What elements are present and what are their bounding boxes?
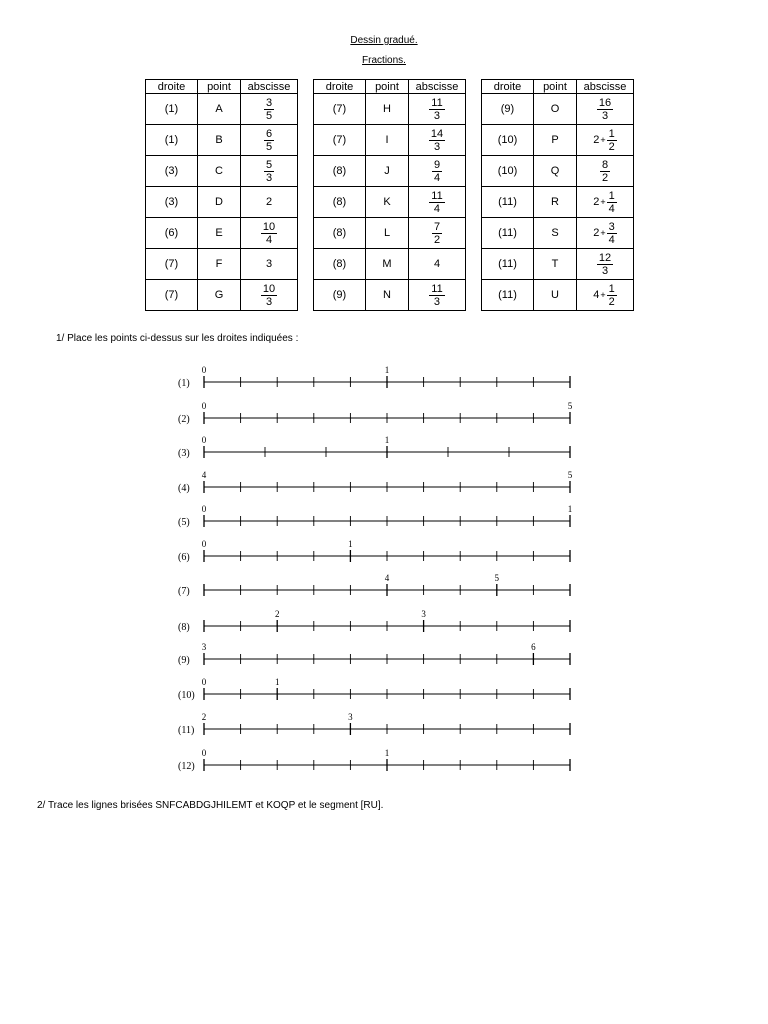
abscisse-cell <box>577 94 634 125</box>
point-cell: B <box>198 125 241 156</box>
table-row <box>314 280 466 311</box>
droite-cell: (7) <box>146 249 198 280</box>
mixed-number <box>593 190 617 215</box>
tick-label: 0 <box>201 677 207 687</box>
droite-cell: (11) <box>482 249 534 280</box>
number-line <box>178 539 570 563</box>
droite-cell: (7) <box>314 94 366 125</box>
tick-label: 1 <box>384 435 390 445</box>
point-cell: S <box>534 218 577 249</box>
fraction <box>264 97 274 122</box>
line-label: (7) <box>178 586 190 597</box>
fraction-table-3 <box>481 79 634 311</box>
table-row <box>482 156 634 187</box>
number-line <box>178 435 570 459</box>
mixed-number <box>593 128 617 153</box>
numerator: 1 <box>608 189 615 202</box>
numerator: 11 <box>431 282 443 295</box>
denominator: 3 <box>433 140 441 153</box>
point-cell: I <box>366 125 409 156</box>
tick-label: 1 <box>384 365 390 375</box>
table-row <box>482 94 634 125</box>
droite-cell: (8) <box>314 187 366 218</box>
number-line <box>178 642 570 666</box>
column-header: droite <box>314 80 366 94</box>
whole-part: 2 <box>593 134 600 146</box>
line-label: (8) <box>178 622 190 633</box>
tick-label: 0 <box>201 401 207 411</box>
table-header-row <box>482 80 634 94</box>
tick-label: 0 <box>201 365 207 375</box>
table-row <box>314 125 466 156</box>
numerator: 14 <box>430 127 444 140</box>
numerator: 1 <box>608 127 615 140</box>
denominator: 4 <box>433 171 441 184</box>
numerator: 10 <box>262 282 276 295</box>
point-cell: M <box>366 249 409 280</box>
point-cell: O <box>534 94 577 125</box>
tick-label: 3 <box>421 609 426 619</box>
fraction-table-2 <box>313 79 466 311</box>
numerator: 3 <box>608 220 615 233</box>
instruction-1: 1/ Place les points ci-dessus sur les droites indiquées : <box>56 333 299 344</box>
droite-cell: (11) <box>482 280 534 311</box>
page-title: Dessin gradué. <box>350 35 418 46</box>
number-lines <box>0 360 768 780</box>
tick-label: 0 <box>201 504 207 514</box>
tick-label: 1 <box>274 677 280 687</box>
point-cell: D <box>198 187 241 218</box>
point-cell: C <box>198 156 241 187</box>
numerator: 16 <box>598 96 612 109</box>
denominator: 3 <box>433 109 441 122</box>
point-cell: U <box>534 280 577 311</box>
tick-label: 1 <box>348 539 353 549</box>
denominator: 3 <box>265 171 273 184</box>
fraction <box>607 190 617 215</box>
numerator: 8 <box>601 158 609 171</box>
abscisse-cell <box>409 249 466 280</box>
fraction <box>607 221 617 246</box>
plus-sign: + <box>600 290 606 300</box>
abscisse-cell <box>409 125 466 156</box>
number-line <box>178 748 570 772</box>
abscisse-value: 2 <box>265 196 273 208</box>
numerator: 6 <box>265 127 273 140</box>
number-line <box>178 609 570 633</box>
droite-cell: (6) <box>146 218 198 249</box>
point-cell: R <box>534 187 577 218</box>
denominator: 3 <box>265 295 273 308</box>
line-label: (10) <box>178 690 195 701</box>
fraction <box>429 128 445 153</box>
column-header: abscisse <box>577 80 634 94</box>
table-row <box>314 156 466 187</box>
droite-cell: (10) <box>482 125 534 156</box>
point-cell: G <box>198 280 241 311</box>
line-label: (2) <box>178 414 190 425</box>
tick-label: 4 <box>384 573 390 583</box>
tick-label: 1 <box>384 748 390 758</box>
denominator: 2 <box>433 233 441 246</box>
droite-cell: (11) <box>482 187 534 218</box>
table-row <box>314 249 466 280</box>
droite-cell: (10) <box>482 156 534 187</box>
numerator: 3 <box>265 96 273 109</box>
table-row <box>482 280 634 311</box>
denominator: 3 <box>433 295 441 308</box>
plus-sign: + <box>600 197 606 207</box>
numerator: 7 <box>433 220 441 233</box>
column-header: droite <box>482 80 534 94</box>
number-line <box>178 712 570 736</box>
abscisse-cell <box>577 280 634 311</box>
point-cell: J <box>366 156 409 187</box>
table-row <box>146 218 298 249</box>
column-header: point <box>534 80 577 94</box>
column-header: abscisse <box>409 80 466 94</box>
tick-label: 2 <box>201 712 207 722</box>
abscisse-cell <box>409 156 466 187</box>
abscisse-cell <box>241 218 298 249</box>
denominator: 3 <box>601 109 609 122</box>
table-row <box>314 187 466 218</box>
tick-label: 2 <box>274 609 280 619</box>
table-header-row <box>146 80 298 94</box>
abscisse-cell <box>241 125 298 156</box>
table-row <box>146 249 298 280</box>
line-label: (6) <box>178 552 190 563</box>
abscisse-cell <box>409 280 466 311</box>
numerator: 11 <box>431 96 443 109</box>
droite-cell: (3) <box>146 156 198 187</box>
whole-part: 2 <box>593 227 600 239</box>
point-cell: Q <box>534 156 577 187</box>
fraction <box>432 221 442 246</box>
abscisse-cell <box>241 280 298 311</box>
denominator: 4 <box>608 202 615 215</box>
table-row <box>482 218 634 249</box>
denominator: 4 <box>608 233 615 246</box>
numerator: 11 <box>431 189 443 202</box>
point-cell: K <box>366 187 409 218</box>
table-row <box>314 94 466 125</box>
fraction-table-1 <box>145 79 298 311</box>
point-cell: T <box>534 249 577 280</box>
plus-sign: + <box>600 228 606 238</box>
line-label: (1) <box>178 378 190 389</box>
numerator: 12 <box>598 251 612 264</box>
fraction <box>429 190 444 215</box>
denominator: 4 <box>265 233 273 246</box>
droite-cell: (11) <box>482 218 534 249</box>
instruction-2: 2/ Trace les lignes brisées SNFCABDGJHILEMT et KOQP et le segment [RU]. <box>37 800 384 811</box>
denominator: 4 <box>433 202 441 215</box>
fraction <box>607 128 617 153</box>
table-row <box>482 125 634 156</box>
mixed-number <box>593 221 617 246</box>
number-line <box>178 677 570 701</box>
fraction <box>429 283 444 308</box>
fraction <box>261 221 277 246</box>
point-cell: A <box>198 94 241 125</box>
table-row <box>146 156 298 187</box>
abscisse-cell <box>577 249 634 280</box>
denominator: 5 <box>265 140 273 153</box>
droite-cell: (8) <box>314 249 366 280</box>
abscisse-cell <box>577 156 634 187</box>
abscisse-cell <box>409 94 466 125</box>
tick-label: 6 <box>531 642 536 652</box>
line-label: (5) <box>178 517 190 528</box>
droite-cell: (8) <box>314 156 366 187</box>
plus-sign: + <box>600 135 606 145</box>
abscisse-cell <box>409 218 466 249</box>
abscisse-cell <box>577 125 634 156</box>
table-row <box>146 94 298 125</box>
number-line <box>178 401 573 425</box>
point-cell: P <box>534 125 577 156</box>
fraction <box>607 283 617 308</box>
denominator: 2 <box>601 171 609 184</box>
tick-label: 0 <box>201 748 207 758</box>
droite-cell: (9) <box>314 280 366 311</box>
droite-cell: (9) <box>482 94 534 125</box>
tick-label: 5 <box>567 401 573 411</box>
denominator: 2 <box>608 140 615 153</box>
denominator: 5 <box>265 109 273 122</box>
droite-cell: (7) <box>314 125 366 156</box>
fraction <box>597 97 613 122</box>
line-label: (4) <box>178 483 190 494</box>
number-line <box>178 504 572 528</box>
tick-label: 5 <box>494 573 500 583</box>
line-label: (12) <box>178 761 195 772</box>
point-cell: F <box>198 249 241 280</box>
point-cell: H <box>366 94 409 125</box>
fraction <box>264 159 274 184</box>
droite-cell: (1) <box>146 94 198 125</box>
column-header: point <box>198 80 241 94</box>
droite-cell: (3) <box>146 187 198 218</box>
column-header: droite <box>146 80 198 94</box>
table-row <box>314 218 466 249</box>
abscisse-cell <box>577 187 634 218</box>
droite-cell: (7) <box>146 280 198 311</box>
table-row <box>146 187 298 218</box>
abscisse-cell <box>241 94 298 125</box>
tick-label: 1 <box>567 504 573 514</box>
column-header: abscisse <box>241 80 298 94</box>
fraction <box>432 159 442 184</box>
tick-label: 4 <box>201 470 207 480</box>
table-row <box>482 187 634 218</box>
table-row <box>146 125 298 156</box>
tick-label: 3 <box>348 712 353 722</box>
table-row <box>146 280 298 311</box>
denominator: 2 <box>608 295 615 308</box>
number-line <box>178 470 573 494</box>
fraction <box>264 128 274 153</box>
number-line <box>178 573 570 597</box>
numerator: 1 <box>608 282 615 295</box>
droite-cell: (1) <box>146 125 198 156</box>
number-line <box>178 365 570 389</box>
column-header: point <box>366 80 409 94</box>
abscisse-cell <box>409 187 466 218</box>
point-cell: N <box>366 280 409 311</box>
numerator: 5 <box>265 158 273 171</box>
mixed-number <box>593 283 617 308</box>
fraction <box>600 159 610 184</box>
abscisse-cell <box>241 187 298 218</box>
tick-label: 0 <box>201 435 207 445</box>
table-row <box>482 249 634 280</box>
abscisse-cell <box>241 249 298 280</box>
point-cell: L <box>366 218 409 249</box>
abscisse-cell <box>577 218 634 249</box>
abscisse-value: 4 <box>433 258 441 270</box>
tick-label: 5 <box>567 470 573 480</box>
whole-part: 2 <box>593 196 600 208</box>
line-label: (3) <box>178 448 190 459</box>
numerator: 9 <box>433 158 441 171</box>
fraction <box>261 283 277 308</box>
denominator: 3 <box>601 264 609 277</box>
abscisse-cell <box>241 156 298 187</box>
droite-cell: (8) <box>314 218 366 249</box>
tick-label: 3 <box>201 642 207 652</box>
abscisse-value: 3 <box>265 258 273 270</box>
numerator: 10 <box>262 220 276 233</box>
fraction <box>429 97 444 122</box>
tick-label: 0 <box>201 539 207 549</box>
table-header-row <box>314 80 466 94</box>
line-label: (9) <box>178 655 190 666</box>
whole-part: 4 <box>593 289 600 301</box>
page-subtitle: Fractions. <box>362 55 406 66</box>
point-cell: E <box>198 218 241 249</box>
line-label: (11) <box>178 725 195 736</box>
fraction <box>597 252 613 277</box>
